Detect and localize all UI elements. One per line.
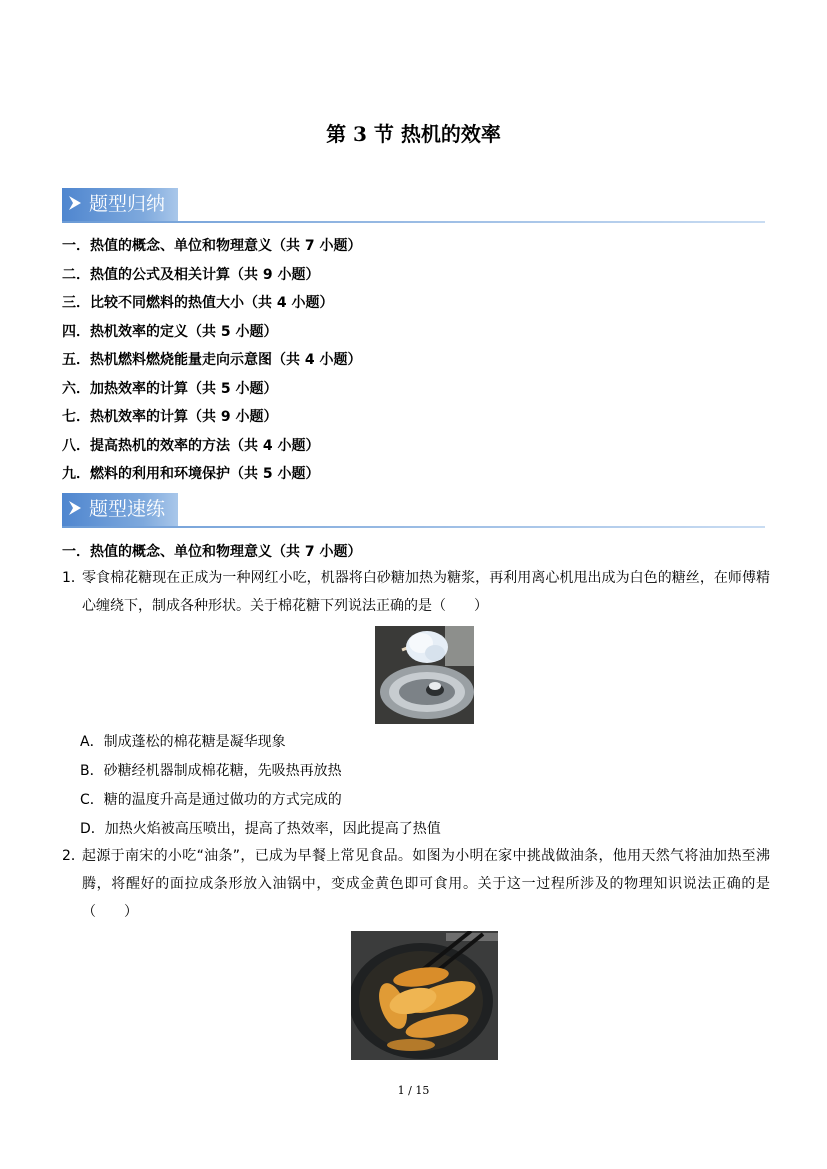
section-banner-practice <box>62 493 765 529</box>
page-title: 第 3 节 热机的效率 <box>326 122 501 146</box>
banner-label: 题型速练 <box>89 498 166 520</box>
question-text: 零食棉花糖现在正成为一种网红小吃，机器将白砂糖加热为糖浆，再利用离心机甩出成为白色的糖丝，在师傅精心缠绕下，制成各种形状。关于棉花糖下列说法正确的是（ ） <box>82 570 770 614</box>
option-b: B．砂糖经机器制成棉花糖，先吸热再放热 <box>80 763 342 779</box>
question-text: 起源于南宋的小吃“油条”，已成为早餐上常见食品。如图为小明在家中挑战做油条，他用天然气将油加热至沸腾，将醒好的面拉成条形放入油锅中，变成金黄色即可食用。关于这一过程所涉及的物理知识说法正确的是（ ） <box>82 848 770 920</box>
topic-item: 六．加热效率的计算（共 5 小题） <box>62 380 278 397</box>
section-banner-summary <box>62 188 765 224</box>
topic-list <box>62 236 362 493</box>
arrow-icon <box>68 500 82 516</box>
banner-label: 题型归纳 <box>89 193 166 215</box>
topic-item: 三．比较不同燃料的热值大小（共 4 小题） <box>62 295 334 311</box>
arrow-icon <box>68 195 82 211</box>
question-number: 2． <box>62 848 85 864</box>
option-c: C．糖的温度升高是通过做功的方式完成的 <box>80 792 342 808</box>
banner-tab <box>62 188 178 221</box>
topic-item: 八．提高热机的效率的方法（共 4 小题） <box>62 437 320 454</box>
topic-item: 七．热机效率的计算（共 9 小题） <box>62 409 278 425</box>
question-number: 1． <box>62 570 85 586</box>
fried-dough-photo <box>351 931 498 1060</box>
option-a: A．制成蓬松的棉花糖是凝华现象 <box>80 734 286 750</box>
banner-divider <box>62 526 765 528</box>
page-number: 1 / 15 <box>397 1084 430 1097</box>
topic-item: 一．热值的概念、单位和物理意义（共 7 小题） <box>62 238 362 254</box>
question-1 <box>62 564 770 620</box>
cotton-candy-photo <box>375 626 474 724</box>
banner-divider <box>62 221 765 223</box>
question-1-options <box>80 732 441 848</box>
option-d: D．加热火焰被高压喷出，提高了热效率，因此提高了热值 <box>80 821 441 837</box>
topic-item: 九．燃料的利用和环境保护（共 5 小题） <box>62 466 320 482</box>
banner-tab <box>62 493 178 526</box>
section-heading: 一．热值的概念、单位和物理意义（共 7 小题） <box>62 544 362 560</box>
topic-item: 四．热机效率的定义（共 5 小题） <box>62 323 278 340</box>
topic-item: 五．热机燃料燃烧能量走向示意图（共 4 小题） <box>62 352 362 368</box>
topic-item: 二．热值的公式及相关计算（共 9 小题） <box>62 266 320 283</box>
question-2 <box>62 842 770 926</box>
